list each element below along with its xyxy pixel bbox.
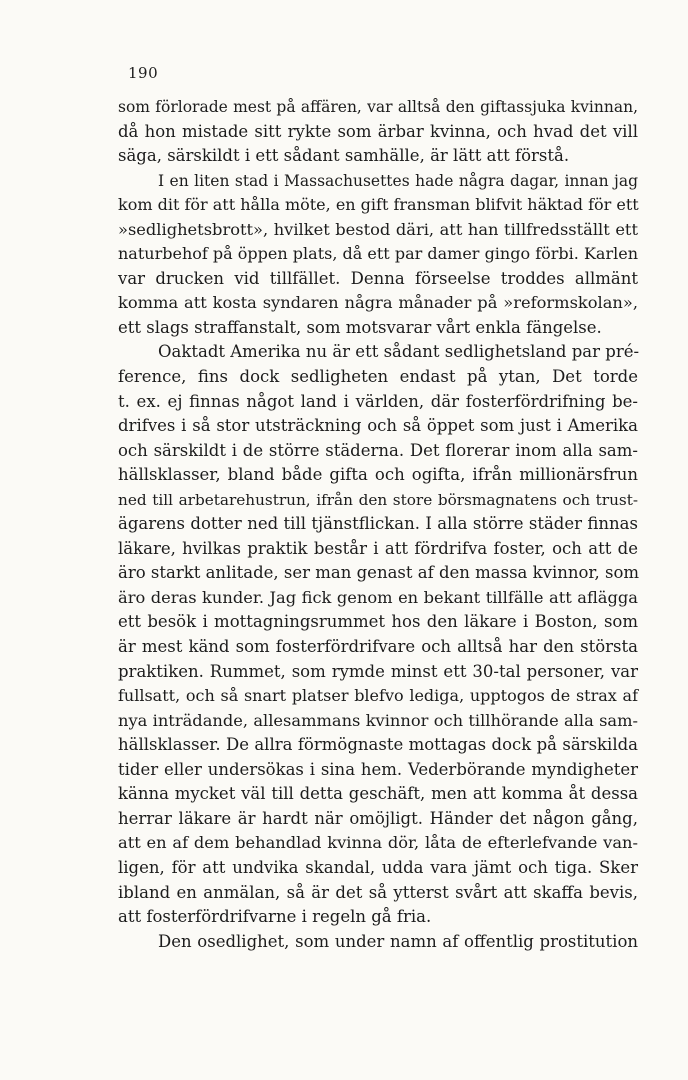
- text-line: tider eller undersökas i sina hem. Vederbörande myndigheter: [118, 759, 638, 779]
- text-line: säga, särskildt i ett sådant samhälle, är lätt att förstå.: [118, 146, 570, 166]
- text-line: äro deras kunder. Jag fick genom en bekant tillfälle att aflägga: [118, 587, 638, 607]
- text-line: fullsatt, och så snart platser blefvo lediga, upptogos de strax af: [118, 686, 638, 706]
- text-line: I en liten stad i Massachusettes hade några dagar, innan jag: [158, 171, 638, 190]
- text-line: ett slags straffanstalt, som motsvarar vårt enkla fängelse.: [118, 317, 602, 337]
- text-line: som förlorade mest på affären, var alltså den giftassjuka kvinnan,: [118, 98, 638, 116]
- text-line: Oaktadt Amerika nu är ett sådant sedlighetsland par pré-: [158, 342, 640, 362]
- text-line: äro starkt anlitade, ser man genast af den massa kvinnor, som: [118, 563, 640, 583]
- text-line: hällsklasser. De allra förmögnaste mottagas dock på särskilda: [118, 735, 638, 755]
- text-line: komma att kosta syndaren några månader på »reformskolan»,: [118, 293, 638, 313]
- body-text: [118, 95, 638, 954]
- text-line: ibland en anmälan, så är det så ytterst svårt att skaffa bevis,: [118, 882, 638, 902]
- text-line: att en af dem behandlad kvinna dör, låta de efterlefvande van-: [118, 833, 638, 853]
- text-line: då hon mistade sitt rykte som ärbar kvinna, och hvad det vill: [118, 121, 638, 141]
- page-number: 190: [128, 64, 159, 82]
- text-line: drifves i så stor utsträckning och så öppet som just i Amerika: [118, 416, 638, 436]
- text-line: att fosterfördrifvarne i regeln gå fria.: [118, 907, 432, 927]
- text-line: ned till arbetarehustrun, ifrån den store börsmagnatens och trust-: [118, 490, 638, 509]
- text-line: herrar läkare är hardt när omöjligt. Händer det någon gång,: [118, 808, 638, 828]
- text-line: var drucken vid tillfället. Denna förseelse troddes allmänt: [118, 268, 638, 288]
- text-line: »sedlighetsbrott», hvilket bestod däri, att han tillfredsställt ett: [118, 219, 638, 239]
- text-line: nya inträdande, allesammans kvinnor och tillhörande alla sam-: [118, 710, 638, 730]
- text-line: Den osedlighet, som under namn af offentlig prostitution: [158, 931, 638, 951]
- text-line: läkare, hvilkas praktik består i att fördrifva foster, och att de: [118, 538, 638, 558]
- text-line: ett besök i mottagningsrummet hos den läkare i Boston, som: [118, 612, 638, 632]
- text-line: ägarens dotter ned till tjänstflickan. I alla större städer finnas: [118, 514, 638, 534]
- text-line: ference, fins dock sedligheten endast på ytan, Det torde: [118, 367, 638, 387]
- text-line: ligen, för att undvika skandal, udda vara jämt och tiga. Sker: [118, 857, 638, 877]
- text-line: och särskildt i de större städerna. Det florerar inom alla sam-: [118, 440, 638, 460]
- text-line: känna mycket väl till detta geschäft, men att komma åt dessa: [118, 784, 638, 804]
- text-line: hällsklasser, bland både gifta och ogifta, ifrån millionärsfrun: [118, 465, 638, 485]
- text-line: naturbehof på öppen plats, då ett par damer gingo förbi. Karlen: [118, 244, 638, 264]
- text-line: t. ex. ej finnas något land i världen, där fosterfördrifning be-: [118, 391, 638, 411]
- text-line: praktiken. Rummet, som rymde minst ett 30-tal personer, var: [118, 661, 638, 681]
- text-line: är mest känd som fosterfördrifvare och alltså har den största: [118, 637, 638, 657]
- text-line: kom dit för att hålla möte, en gift fransman blifvit häktad för ett: [118, 195, 639, 215]
